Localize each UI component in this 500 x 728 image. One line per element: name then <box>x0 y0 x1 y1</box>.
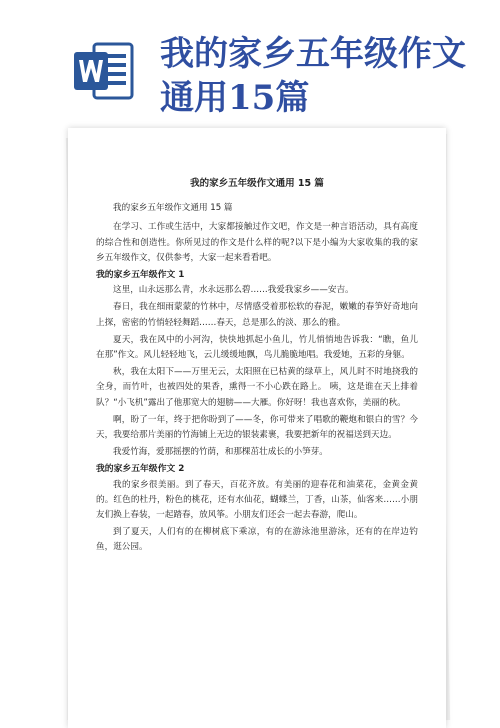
header-banner <box>0 0 500 120</box>
essay-title: 我的家乡五年级作文 2 <box>96 464 185 475</box>
essay-paragraph: 春日，我在细雨蒙蒙的竹林中，尽情感受着那松软的春泥，嫩嫩的春笋好奇地向上探，密密的竹悄轻轻舞蹈……春天，总是那么的淡、那么的雅。 <box>96 302 418 328</box>
document-page <box>68 128 446 728</box>
essay-title: 我的家乡五年级作文 1 <box>96 270 185 281</box>
document-heading: 我的家乡五年级作文通用 15 篇 <box>190 178 324 189</box>
essay-paragraph: 夏天，我在风中的小河沟，快快地抓起小鱼儿，竹儿悄悄地告诉我：“瞧，鱼儿在那”作文。风儿轻轻地飞，云儿缓缓地飘，鸟儿脆脆地唱。我爱她，五彩的身躯。 <box>96 334 418 361</box>
word-document-icon <box>72 40 134 102</box>
page-title: 我的家乡五年级作文通用15篇 <box>160 34 466 118</box>
essay-paragraph: 到了夏天，人们有的在柳树底下乘凉，有的在游泳池里游泳，还有的在岸边钓鱼，逛公园。 <box>96 527 418 553</box>
essay-paragraph: 秋，我在太阳下——万里无云，太阳照在已枯黄的绿草上，风儿时不时地挠我的全身，而竹叶，也被四处的果香，熏得一不小心跌在路上。 咦，这是谁在天上排着队？“小飞机”露出了他那宽大的翅膀——大雁。你好呀！我也喜欢你，美丽的秋。 <box>96 367 418 408</box>
document-body <box>96 176 418 558</box>
intro-paragraph: 在学习、工作或生活中，大家都接触过作文吧，作文是一种言语活动，具有高度的综合性和创造性。你所见过的作文是什么样的呢?以下是小编为大家收集的我的家乡五年级作文，仅供参考，大家一起来看看吧。 <box>96 222 418 263</box>
document-subheading: 我的家乡五年级作文通用 15 篇 <box>113 203 233 214</box>
essay-paragraph: 这里，山永远那么青，水永远那么碧……我爱我家乡——安吉。 <box>113 285 354 296</box>
essay-paragraph: 我爱竹海，爱那摇摆的竹荫，和那棵茁壮成长的小笋芽。 <box>113 447 328 458</box>
essay-paragraph: 我的家乡很美丽。到了春天，百花齐放。有美丽的迎春花和油菜花，金黄金黄的。红色的杜丹，粉色的桃花，还有水仙花，蝴蝶兰，丁香，山茶，仙客来……小朋友们换上春装，一起踏春，放风筝。小朋友们还会一起去春游，爬山。 <box>96 479 418 521</box>
essay-paragraph: 啊，盼了一年，终于把你盼到了——冬，你可带来了唱歌的鞭炮和银白的雪？今天，我要给那片美丽的竹海铺上无边的银装素裹，我要把新年的祝福送到天边。 <box>96 414 418 441</box>
